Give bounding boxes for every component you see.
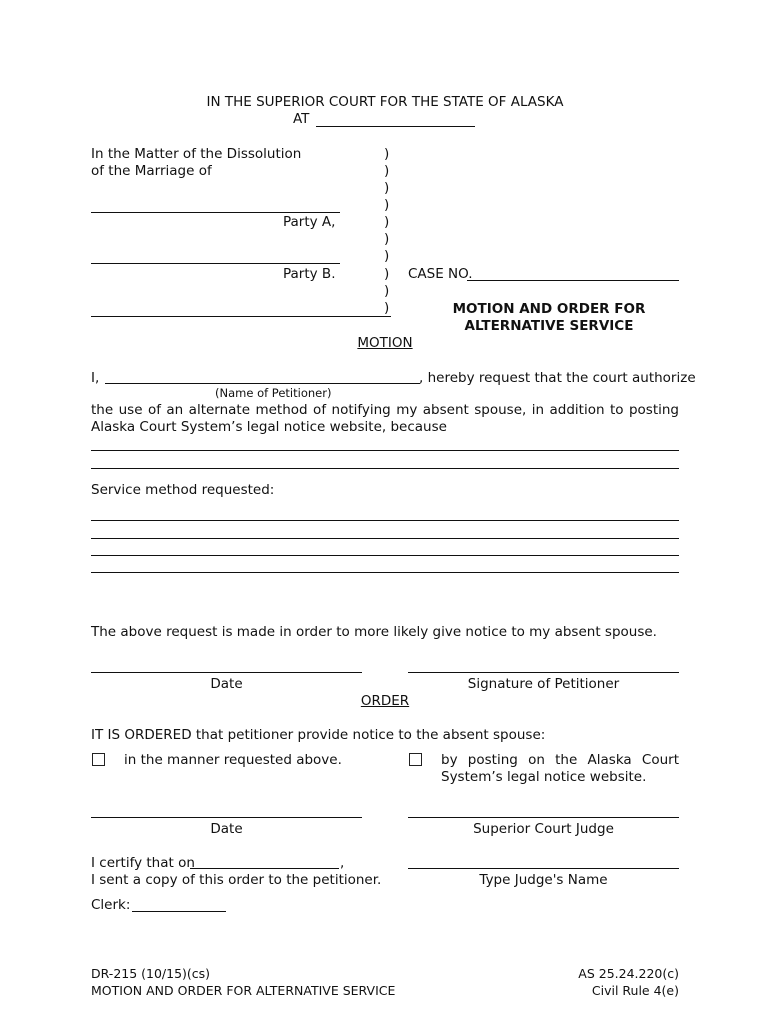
caption-paren: )	[384, 266, 390, 282]
judge-signature-field[interactable]	[408, 817, 679, 818]
certify-comma: ,	[340, 855, 345, 871]
website-posting-label-line-1: by posting on the Alaska Court	[441, 752, 679, 768]
form-title-line-1: MOTION AND ORDER FOR	[452, 301, 646, 317]
form-id: DR-215 (10/15)(cs)	[91, 966, 211, 981]
rule-reference: Civil Rule 4(e)	[591, 983, 679, 998]
i-label: I,	[91, 370, 100, 386]
ordered-text: IT IS ORDERED that petitioner provide notice to the absent spouse:	[91, 727, 546, 743]
motion-date-label: Date	[210, 676, 243, 692]
party-a-label: Party A,	[283, 214, 336, 230]
petitioner-signature-field[interactable]	[408, 672, 679, 673]
matter-line-1: In the Matter of the Dissolution	[91, 146, 302, 162]
certify-label: I certify that on	[91, 855, 195, 871]
website-posting-checkbox[interactable]	[409, 753, 422, 766]
case-no-label: CASE NO.	[408, 266, 473, 282]
service-method-line-2[interactable]	[91, 538, 679, 539]
request-text: , hereby request that the court authorize	[419, 370, 696, 386]
party-a-name-field[interactable]	[91, 212, 340, 213]
manner-requested-checkbox[interactable]	[92, 753, 105, 766]
website-posting-label-line-2: System’s legal notice website.	[441, 769, 647, 785]
at-label: AT	[293, 111, 310, 127]
sent-copy-text: I sent a copy of this order to the petitioner.	[91, 872, 382, 888]
clerk-field[interactable]	[132, 911, 226, 912]
caption-paren: )	[384, 197, 390, 213]
caption-paren: )	[384, 283, 390, 299]
judge-name-label: Type Judge's Name	[479, 872, 608, 888]
order-date-field[interactable]	[91, 817, 362, 818]
caption-paren: )	[384, 248, 390, 264]
certify-date-field[interactable]	[190, 868, 339, 869]
order-heading: ORDER	[360, 693, 410, 709]
clerk-label: Clerk:	[91, 897, 131, 913]
judge-label: Superior Court Judge	[473, 821, 614, 837]
service-method-label: Service method requested:	[91, 482, 275, 498]
caption-bottom-rule	[91, 316, 391, 317]
motion-date-field[interactable]	[91, 672, 362, 673]
court-heading: IN THE SUPERIOR COURT FOR THE STATE OF ALASKA	[206, 94, 564, 110]
motion-heading: MOTION	[357, 335, 413, 351]
statute-reference: AS 25.24.220(c)	[578, 966, 679, 981]
order-date-label: Date	[210, 821, 243, 837]
reason-line-2[interactable]	[91, 468, 679, 469]
signature-label: Signature of Petitioner	[467, 676, 620, 692]
party-b-label: Party B.	[283, 266, 336, 282]
above-request-text: The above request is made in order to more likely give notice to my absent spouse.	[91, 624, 657, 640]
manner-requested-label: in the manner requested above.	[124, 752, 342, 768]
caption-paren: )	[384, 300, 390, 316]
matter-line-2: of the Marriage of	[91, 163, 212, 179]
footer-form-title: MOTION AND ORDER FOR ALTERNATIVE SERVICE	[91, 983, 396, 998]
caption-paren: )	[384, 180, 390, 196]
caption-paren: )	[384, 146, 390, 162]
petitioner-name-caption: (Name of Petitioner)	[215, 386, 332, 400]
at-location-field[interactable]	[316, 126, 475, 127]
service-method-line-1[interactable]	[91, 520, 679, 521]
service-method-line-4[interactable]	[91, 572, 679, 573]
form-title-line-2: ALTERNATIVE SERVICE	[464, 318, 634, 334]
caption-paren: )	[384, 163, 390, 179]
caption-paren: )	[384, 231, 390, 247]
service-method-line-3[interactable]	[91, 555, 679, 556]
caption-paren: )	[384, 214, 390, 230]
motion-body-line-2: Alaska Court System’s legal notice website, because	[91, 419, 447, 435]
party-b-name-field[interactable]	[91, 263, 340, 264]
motion-body-line-1: the use of an alternate method of notifying my absent spouse, in addition to posting	[91, 402, 679, 418]
reason-line-1[interactable]	[91, 450, 679, 451]
case-no-field[interactable]	[467, 280, 679, 281]
petitioner-name-field[interactable]	[105, 383, 420, 384]
judge-name-field[interactable]	[408, 868, 679, 869]
